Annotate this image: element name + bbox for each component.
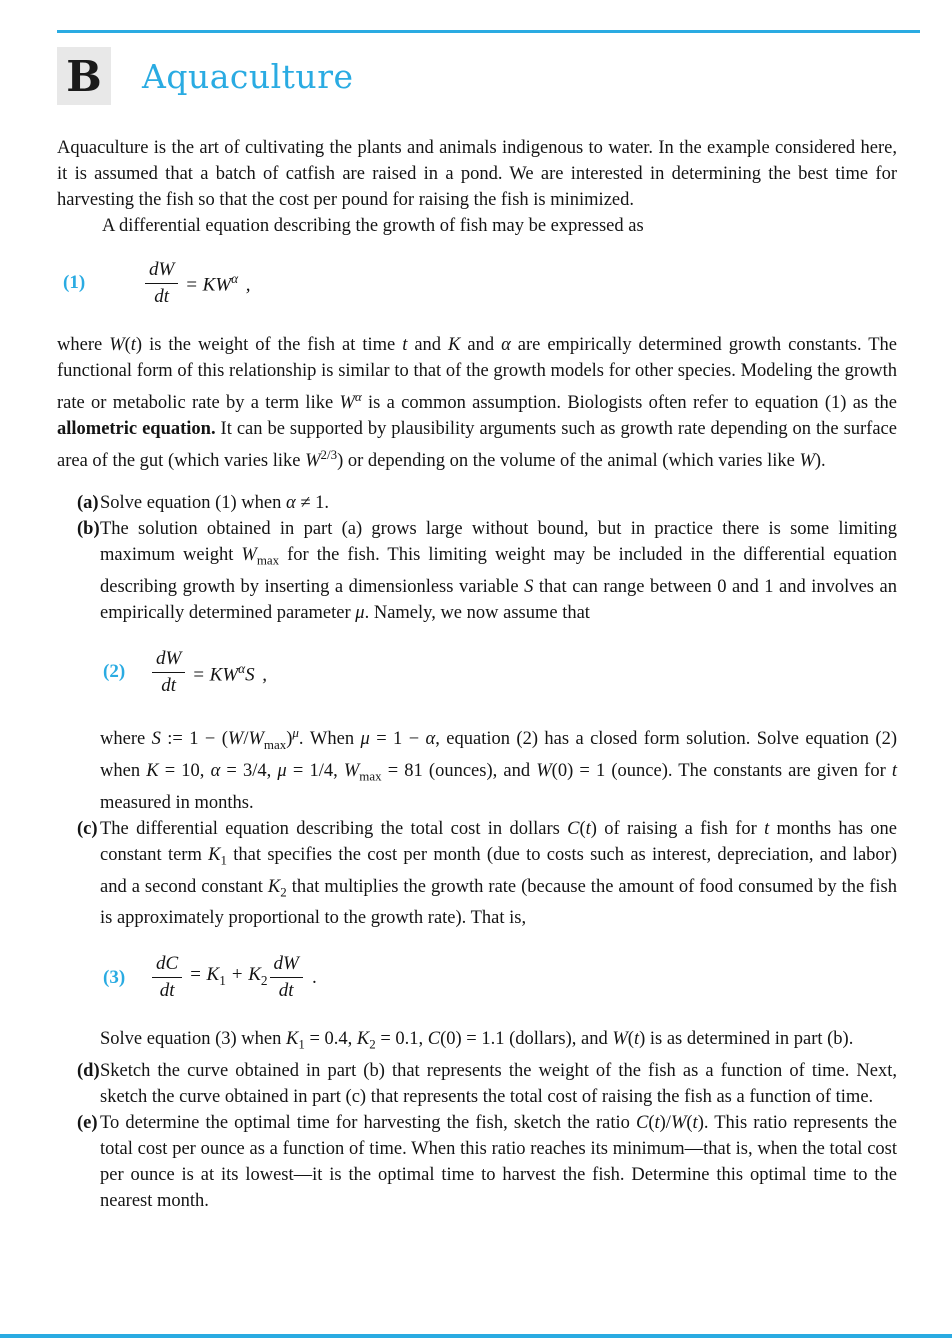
- parts-list: [57, 490, 897, 1214]
- list-item-d: [57, 1058, 897, 1110]
- equation-3-body: $\frac{dC}{dt}$ = $K_1 + K_2$ $\frac{dW}{dt}$ .: [150, 953, 317, 1002]
- section-title: Aquaculture: [142, 56, 354, 96]
- section-letter-box: [57, 47, 111, 105]
- equation-3-number: (3): [103, 966, 126, 988]
- item-e-text: To determine the optimal time for harvesting the fish, sketch the ratio C(t)/W(t). This ratio represents the total cost per ounce as a function of time. When this ratio reaches its minimum—that is, when the total cost per ounce is at its lowest—it is the optimal time to harvest the fish. Determine this optimal time to the nearest month.: [100, 1112, 897, 1211]
- section-letter: B: [66, 51, 102, 101]
- equation-2-body: $\frac{dW}{dt}$ = $KW^\alpha S$ ,: [150, 648, 267, 697]
- equation-3: [103, 953, 897, 1002]
- item-c-text-2: Solve equation (3) when $K_1 = 0.4$, $K_2 = 0.1$, C(0) = 1.1 (dollars), and W(t) is as determined in part (b).: [100, 1028, 854, 1052]
- item-label-b: (b): [77, 519, 100, 539]
- list-item-a: [57, 490, 897, 516]
- item-label-c: (c): [77, 818, 98, 839]
- intro-paragraph-2: A differential equation describing the growth of fish may be expressed as: [102, 216, 644, 236]
- top-rule: [57, 30, 920, 33]
- equation-1: [63, 259, 897, 308]
- intro-paragraph-1: Aquaculture is the art of cultivating the plants and animals indigenous to water. In the example considered here, it is assumed that a batch of catfish are raised in a pond. We are interested in determining the best time for harvesting the fish so that the cost per pound for raising the fish is minimized.: [57, 138, 897, 210]
- equation-2: [103, 648, 897, 697]
- item-a-text: Solve equation (1) when α ≠ 1.: [100, 493, 329, 513]
- list-item-e: [57, 1110, 897, 1214]
- equation-1-body: $\frac{dW}{dt}$ = $KW^\alpha$ ,: [143, 259, 251, 308]
- item-label-e: (e): [77, 1112, 98, 1133]
- item-b-text-2: where S := $1 - (W/W_{max})^\mu$. When μ = 1 − α, equation (2) has a closed form solution. Solve equation (2) when K = 10, α = 3/4, μ = 1/4, $W_{max} = 81$ (ounces), and W(0) = 1 (ounce). The constants are given for t measured in months.: [100, 725, 898, 813]
- bottom-rule: [0, 1334, 952, 1338]
- item-label-a: (a): [77, 493, 99, 513]
- equation-1-number: (1): [63, 272, 86, 294]
- item-c-text-1: The differential equation describing the total cost in dollars C(t) of raising a fish for t months has one constant term $K_1$ that specifies the cost per month (due to costs such as interest, depreciation, and labor) and a second constant $K_2$ that multiplies the growth rate (because the amount of food consumed by the fish is approximately proportional to the growth rate). That is,: [100, 818, 897, 929]
- paragraph-after-equation-1: where W(t) is the weight of the fish at time t and K and α are empirically determined growth constants. The functional form of this relationship is similar to that of the growth models for other species. Modeling the growth rate or metabolic rate by a term like $W^\alpha$ is a common assumption. Biologists often refer to equation (1) as the allometric equation. It can be supported by plausibility arguments such as growth rate depending on the surface area of the gut (which varies like $W^{2/3}$) or depending on the volume of the animal (which varies like W).: [57, 334, 898, 471]
- list-item-b: [57, 516, 897, 816]
- item-label-d: (d): [77, 1060, 100, 1081]
- equation-2-number: (2): [103, 661, 126, 683]
- list-item-c: [57, 816, 897, 1058]
- section-header: [57, 47, 897, 105]
- item-d-text: Sketch the curve obtained in part (b) that represents the weight of the fish as a function of time. Next, sketch the curve obtained in part (c) that represents the total cost of raising the fish as a function of time.: [100, 1060, 897, 1107]
- item-b-text-1: The solution obtained in part (a) grows large without bound, but in practice there is some limiting maximum weight $W_{max}$ for the fish. This limiting weight may be included in the differential equation describing growth by inserting a dimensionless variable S that can range between 0 and 1 and involves an empirically determined parameter μ. Namely, we now assume that: [100, 519, 898, 623]
